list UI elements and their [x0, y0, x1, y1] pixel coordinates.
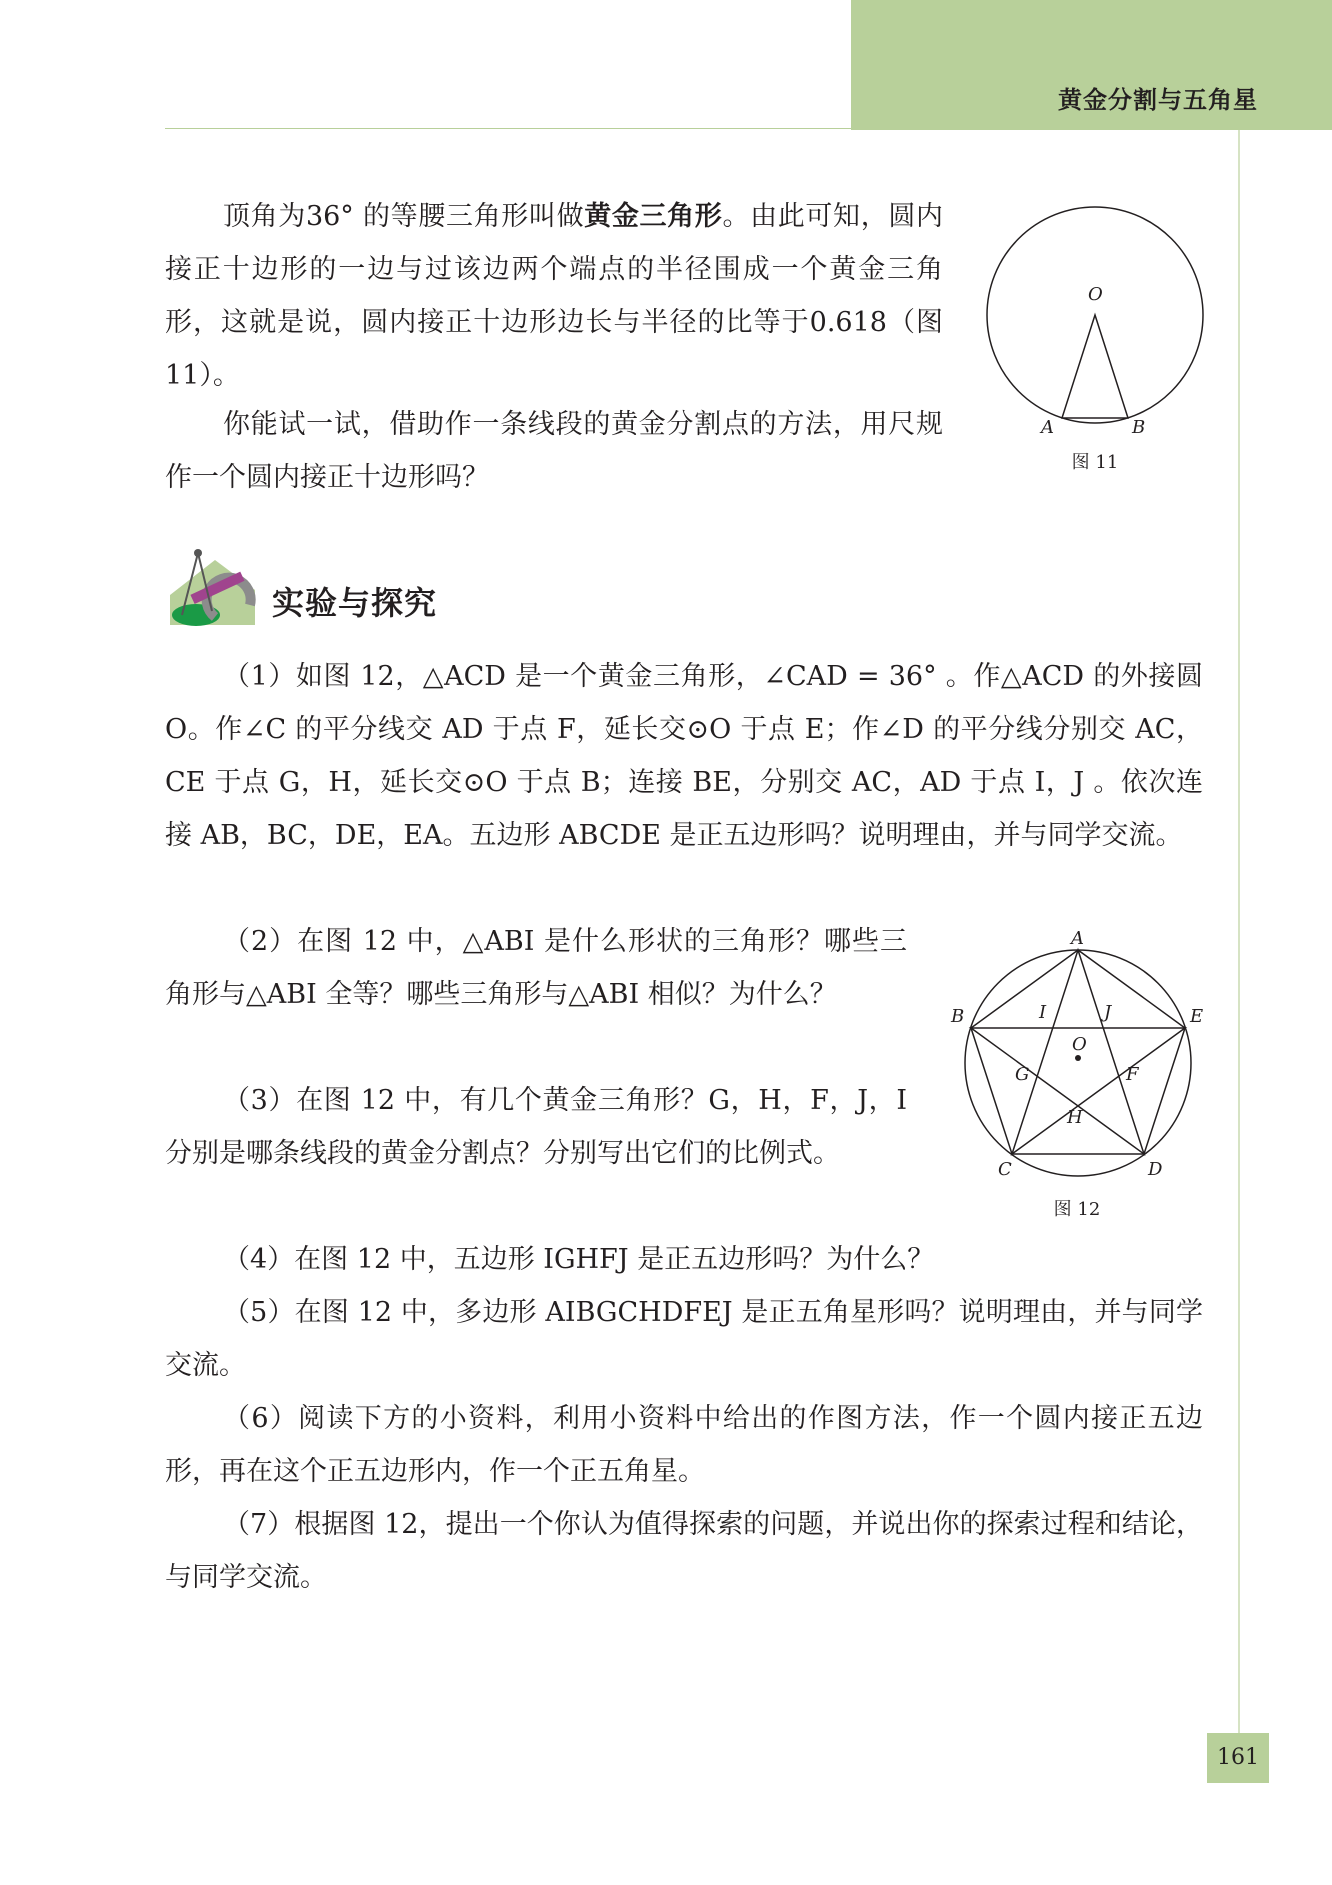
intro-text-b: 。由此可知，圆内接正十边形的一边与过该边两个端点的半径围成一个黄金三角形，这就是说，圆内接正十边形边长与半径的比等于0.618（图11）。: [165, 201, 944, 391]
label-I: I: [1039, 1002, 1047, 1023]
label-H: H: [1067, 1107, 1083, 1128]
label-G: G: [1015, 1064, 1030, 1085]
label-A: A: [1041, 417, 1054, 435]
compass-protractor-icon: [160, 545, 260, 635]
figure-12-caption: 图 12: [1053, 1199, 1101, 1220]
chapter-title: 黄金分割与五角星: [1058, 86, 1258, 114]
question-2: （2）在图 12 中，△ABI 是什么形状的三角形？哪些三角形与△ABI 全等？哪些三角形与△ABI 相似？为什么？: [165, 926, 907, 1010]
question-1: （1）如图 12，△ACD 是一个黄金三角形，∠CAD = 36° 。作△ACD 的外接圆 O。作∠C 的平分线交 AD 于点 F，延长交⊙O 于点 E；作∠D 的平分线分别交 AC，CE 于点 G，H，延长交⊙O 于点 B；连接 BE，分别交 AC，AD 于点 I，J 。依次连接 AB，BC，DE，EA。五边形 ABCDE 是正五边形吗？说明理由，并与同学交流。: [165, 661, 1203, 851]
question-7: （7）根据图 12，提出一个你认为值得探索的问题，并说出你的探索过程和结论，与同学交流。: [165, 1509, 1203, 1593]
header-rule: [165, 128, 851, 129]
intro-text-a: 顶角为36° 的等腰三角形叫做: [223, 201, 585, 232]
question-3: （3）在图 12 中，有几个黄金三角形？G，H，F，J，I 分别是哪条线段的黄金分割点？分别写出它们的比例式。: [165, 1085, 907, 1169]
question-6: （6）阅读下方的小资料，利用小资料中给出的作图方法，作一个圆内接正五边形，再在这个正五边形内，作一个正五角星。: [165, 1403, 1203, 1487]
section-title: 实验与探究: [272, 584, 438, 622]
intro-paragraph-1: [165, 190, 943, 402]
label-B: B: [951, 1006, 965, 1027]
label-O: O: [1088, 284, 1103, 305]
page-number: 161: [1207, 1733, 1269, 1783]
question-4: （4）在图 12 中，五边形 IGHFJ 是正五边形吗？为什么？: [223, 1244, 935, 1275]
figure-11-caption: 图 11: [1071, 452, 1119, 473]
label-F: F: [1126, 1064, 1139, 1085]
intro-paragraph-2: 你能试一试，借助作一条线段的黄金分割点的方法，用尺规作一个圆内接正十边形吗？: [165, 409, 943, 493]
golden-triangle-term: 黄金三角形: [584, 201, 723, 232]
label-B: B: [1132, 417, 1146, 435]
center-point: [1075, 1055, 1081, 1061]
golden-triangle: [1062, 315, 1128, 418]
figure-12: [948, 930, 1218, 1180]
question-5: （5）在图 12 中，多边形 AIBGCHDFEJ 是正五角星形吗？说明理由，并与同学交流。: [165, 1297, 1203, 1381]
circumcircle-O: [965, 950, 1191, 1176]
label-O: O: [1072, 1034, 1087, 1055]
label-C: C: [998, 1159, 1012, 1180]
label-A: A: [1071, 930, 1084, 949]
figure-11: [975, 195, 1215, 435]
label-J: J: [1104, 1002, 1112, 1023]
label-E: E: [1190, 1006, 1204, 1027]
side-rule: [1238, 130, 1240, 1760]
label-D: D: [1148, 1159, 1163, 1180]
